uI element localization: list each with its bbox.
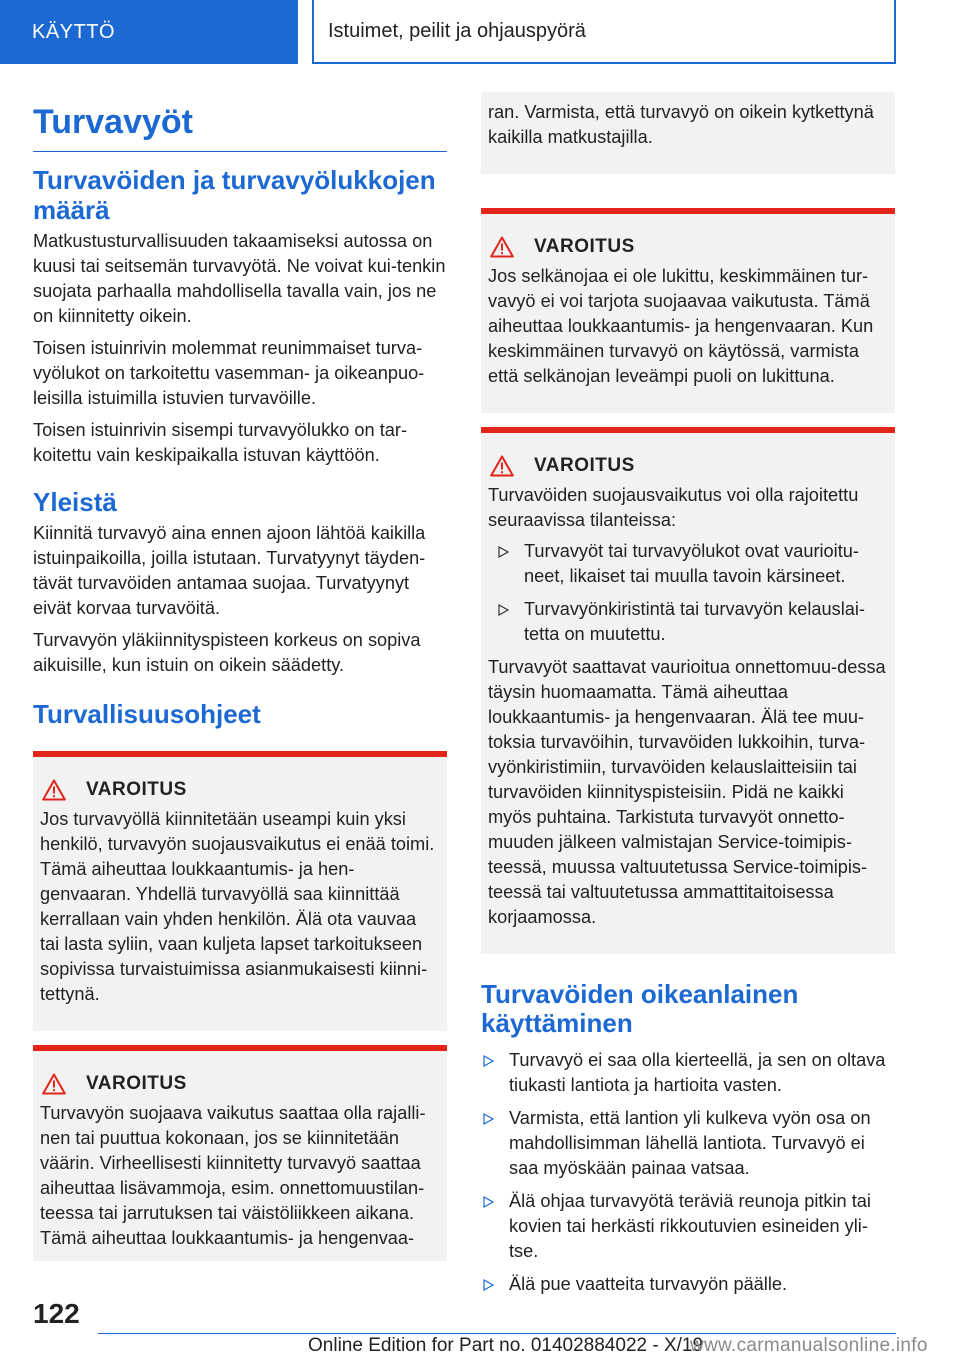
section-tab[interactable]: [312, 0, 896, 64]
title-divider: [33, 151, 447, 152]
warning-label: VAROITUS: [86, 778, 187, 800]
warning-text: ran. Varmista, että turvavyö on oikein kytkettynä kaikilla matkustajilla.: [488, 102, 874, 147]
section-heading-safety: Turvallisuusohjeet: [33, 698, 261, 729]
triangle-right-icon: [483, 1279, 494, 1291]
section-tab-label: Istuimet, peilit ja ohjauspyörä: [328, 19, 586, 42]
paragraph: Kiinnitä turvavyö aina ennen ajoon lähtöä kaikilla istuinpaikoilla, joilla istutaan. Turvatyynyt täyden-tävät turvavöiden antamaa suojaa. Turvatyynyt eivät korvaa turvavöitä.: [33, 522, 426, 618]
warning-label: VAROITUS: [534, 455, 635, 476]
warning-triangle-icon: [42, 1073, 66, 1095]
section-heading-general: Yleistä: [33, 486, 117, 517]
right-column: [481, 92, 895, 1305]
warning-text: Jos selkänojaa ei ole lukittu, keskimmäinen tur-vavyö ei voi tarjota suojaavaa vaikutusta. Tämä aiheuttaa loukkaantumis- ja hengenvaaran. Kun keskimmäinen turvavyö on käytössä, varmista että selkänojan leveämpi puoli on lukittuna.: [488, 266, 874, 386]
warning-box-continued: [481, 92, 895, 174]
warning-label: VAROITUS: [86, 1072, 187, 1094]
warning-text: Turvavyön suojaava vaikutus saattaa olla rajalli-nen tai puuttua kokonaan, jos se kiinnitetään väärin. Virheellisesti kiinnitetty turvavyö saattaa aiheuttaa lisävammoja, esim. onnettomuustilan-teessa tai jarrutuksen tai väistöliikkeen aikana. Tämä aiheuttaa loukkaantumis- ja hengenvaa-: [40, 1102, 426, 1248]
triangle-right-icon: [483, 1055, 494, 1067]
list-item-text: Älä ohjaa turvavyötä teräviä reunoja pitkin tai kovien tai herkästi rikkoutuvien esineiden yli-tse.: [509, 1191, 871, 1262]
paragraph: Turvavyön yläkiinnityspisteen korkeus on sopiva aikuisille, kun istuin on oikein säädetty.: [33, 629, 421, 675]
edition-text: Online Edition for Part no. 01402884022 - X/19: [308, 1335, 704, 1356]
triangle-right-icon: [483, 1196, 494, 1208]
paragraph: Toisen istuinrivin molemmat reunimmaiset turva-vyölukot on tarkoitettu vasemman- ja oikeanpuo-leisilla istuimilla istuvien turvavöille.: [33, 337, 425, 408]
paragraph: Toisen istuinrivin sisempi turvavyölukko on tar-koitettu vain keskipaikalla istuvan käyttöön.: [33, 419, 407, 465]
list-item: [481, 1106, 895, 1181]
left-column: [33, 96, 447, 1261]
triangle-right-icon: [498, 604, 509, 616]
list-item-text: Varmista, että lantion yli kulkeva vyön osa on mahdollisimman lähellä lantiota. Turvavyö ei saa myöskään painaa vatsaa.: [509, 1108, 871, 1179]
chapter-tab[interactable]: [0, 0, 298, 64]
warning-list: [488, 539, 887, 647]
warning-text: Turvavöiden suojausvaikutus voi olla rajoitettu seuraavissa tilanteissa:: [488, 485, 859, 530]
warning-header: [488, 236, 887, 258]
list-item-text: Turvavyöt tai turvavyölukot ovat vaurioitu-neet, likaiset tai muulla tavoin kärsineet.: [524, 541, 859, 586]
warning-text: Jos turvavyöllä kiinnitetään useampi kuin yksi henkilö, turvavyön suojausvaikutus ei enää toimi. Tämä aiheuttaa loukkaantumis- ja hen-genvaaran. Yhdellä turvavyöllä saa kiinnittää kerrallaan vain yhden henkilön. Älä ota vauvaa tai lasta syliin, vaan kuljeta lapset tarkoitukseen sopivissa turvaistuimissa asianmukaisesti kiinni-tettynä.: [40, 808, 435, 1004]
list-item: [488, 539, 887, 589]
watermark: www.carmanualsonline.info: [690, 1335, 928, 1356]
list-item: [481, 1048, 895, 1098]
warning-box: [481, 427, 895, 954]
warning-box: [481, 208, 895, 413]
triangle-right-icon: [483, 1113, 494, 1125]
warning-header: [40, 1073, 439, 1095]
usage-list: [481, 1048, 895, 1297]
list-item: [488, 597, 887, 647]
warning-label: VAROITUS: [534, 236, 635, 257]
page-number: 122: [33, 1298, 80, 1329]
warning-text: Turvavyöt saattavat vaurioitua onnettomuu-dessa täysin huomaamatta. Tämä aiheuttaa loukkaantumis- ja hengenvaaran. Älä tee muu-toksia turvavöihin, turvavöiden lukkoihin, turva-vyönkiristimiin, turvavöiden kelauslaitteisiin tai turvavöiden kiinnityspisteisiin. Pidä ne kaikki myös puhtaina. Tarkistuta turvavyöt onnetto-muuden jälkeen valmistajan Service-toimipis-teessä, muussa valtuutetussa Service-toimipis-teessä tai valtuutetussa ammattitaitoisessa korjaamossa.: [488, 657, 886, 927]
page-title: Turvavyöt: [33, 103, 193, 141]
section-heading-proper-use: Turvavöiden oikeanlainen käyttäminen: [481, 979, 799, 1039]
list-item-text: Turvavyö ei saa olla kierteellä, ja sen on oltava tiukasti lantiota ja hartioita vasten.: [509, 1050, 886, 1096]
list-item-text: Turvavyönkiristintä tai turvavyön kelauslai-tetta on muutettu.: [524, 599, 865, 644]
list-item-text: Älä pue vaatteita turvavyön päälle.: [509, 1274, 788, 1295]
paragraph: Matkustusturvallisuuden takaamiseksi autossa on kuusi tai seitsemän turvavyötä. Ne voivat kui-tenkin suojata parhaalla mahdollisella tavalla vain, jos ne on kiinnitetty oikein.: [33, 230, 446, 326]
list-item: [481, 1272, 895, 1297]
warning-triangle-icon: [42, 779, 66, 801]
triangle-right-icon: [498, 546, 509, 558]
warning-triangle-icon: [490, 236, 514, 258]
warning-box: [33, 751, 447, 1031]
chapter-tab-label: KÄYTTÖ: [32, 20, 116, 43]
footer-divider: [98, 1333, 896, 1334]
warning-header: [488, 455, 887, 477]
warning-header: [40, 779, 439, 801]
section-heading-belt-count: Turvavöiden ja turvavyölukkojen määrä: [33, 165, 436, 225]
warning-triangle-icon: [490, 455, 514, 477]
warning-box: [33, 1045, 447, 1261]
list-item: [481, 1189, 895, 1264]
